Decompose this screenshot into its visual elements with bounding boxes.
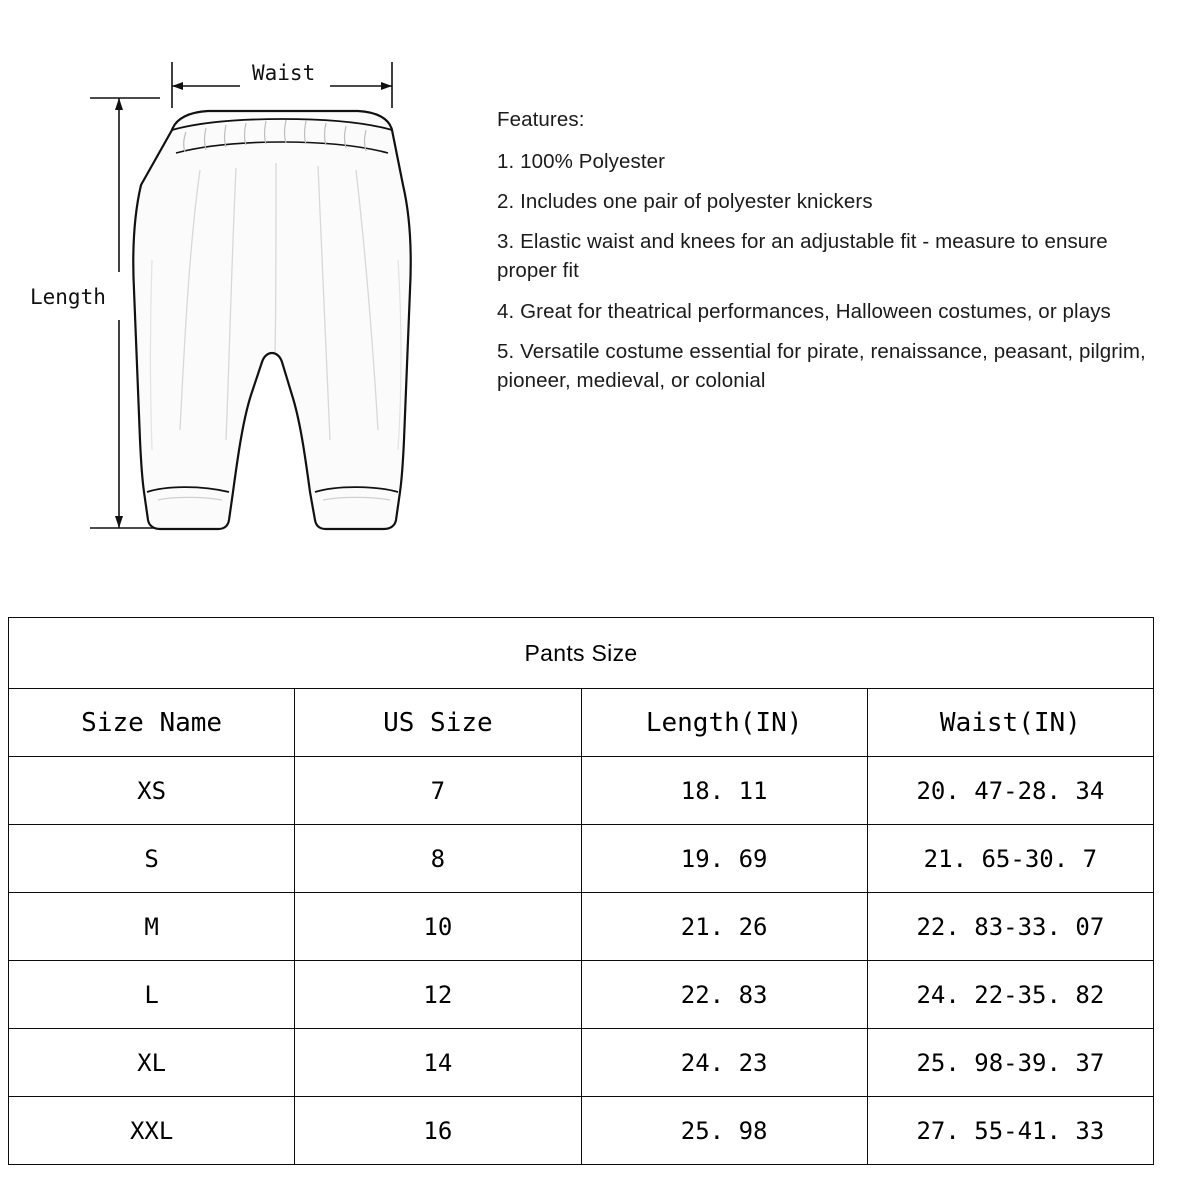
cell-size-name: M [9,893,295,961]
table-row [9,961,1154,1029]
table-row [9,757,1154,825]
pants-measurement-diagram [0,0,470,600]
feature-item-4: 4. Great for theatrical performances, Halloween costumes, or plays [497,299,1111,323]
cell-size-name: L [9,961,295,1029]
cell-size-name: XXL [9,1097,295,1165]
features-heading: Features: [497,108,585,131]
cell-us-size: 10 [295,893,581,961]
table-title-row [9,618,1154,689]
cell-size-name: XL [9,1029,295,1097]
column-header-length: Length(IN) [581,689,867,757]
table-row [9,893,1154,961]
feature-item-3: 3. Elastic waist and knees for an adjustable fit - measure to ensure proper fit [497,230,1108,283]
table-title: Pants Size [9,618,1154,689]
cell-us-size: 16 [295,1097,581,1165]
cell-size-name: XS [9,757,295,825]
feature-item-2: 2. Includes one pair of polyester knickers [497,190,873,214]
column-header-waist: Waist(IN) [867,689,1153,757]
cell-size-name: S [9,825,295,893]
cell-length: 21. 26 [581,893,867,961]
feature-item-5: 5. Versatile costume essential for pirate, renaissance, peasant, pilgrim, pioneer, medieval, or colonial [497,339,1146,392]
table-row [9,1097,1154,1165]
cell-length: 24. 23 [581,1029,867,1097]
cell-waist: 20. 47-28. 34 [867,757,1153,825]
cell-waist: 27. 55-41. 33 [867,1097,1153,1165]
cell-us-size: 7 [295,757,581,825]
cell-waist: 22. 83-33. 07 [867,893,1153,961]
table-row [9,825,1154,893]
cell-length: 18. 11 [581,757,867,825]
column-header-us-size: US Size [295,689,581,757]
cell-us-size: 8 [295,825,581,893]
cell-waist: 24. 22-35. 82 [867,961,1153,1029]
waist-dimension-label: Waist [252,61,316,85]
feature-item-1: 1. 100% Polyester [497,150,666,174]
cell-waist: 25. 98-39. 37 [867,1029,1153,1097]
table-row [9,1029,1154,1097]
table-header-row [9,689,1154,757]
size-table [8,617,1154,1165]
cell-waist: 21. 65-30. 7 [867,825,1153,893]
length-dimension-label: Length [30,285,106,309]
features-list [497,105,1147,406]
column-header-size-name: Size Name [9,689,295,757]
cell-us-size: 12 [295,961,581,1029]
cell-length: 22. 83 [581,961,867,1029]
cell-length: 25. 98 [581,1097,867,1165]
cell-length: 19. 69 [581,825,867,893]
cell-us-size: 14 [295,1029,581,1097]
size-chart [8,617,1154,1165]
